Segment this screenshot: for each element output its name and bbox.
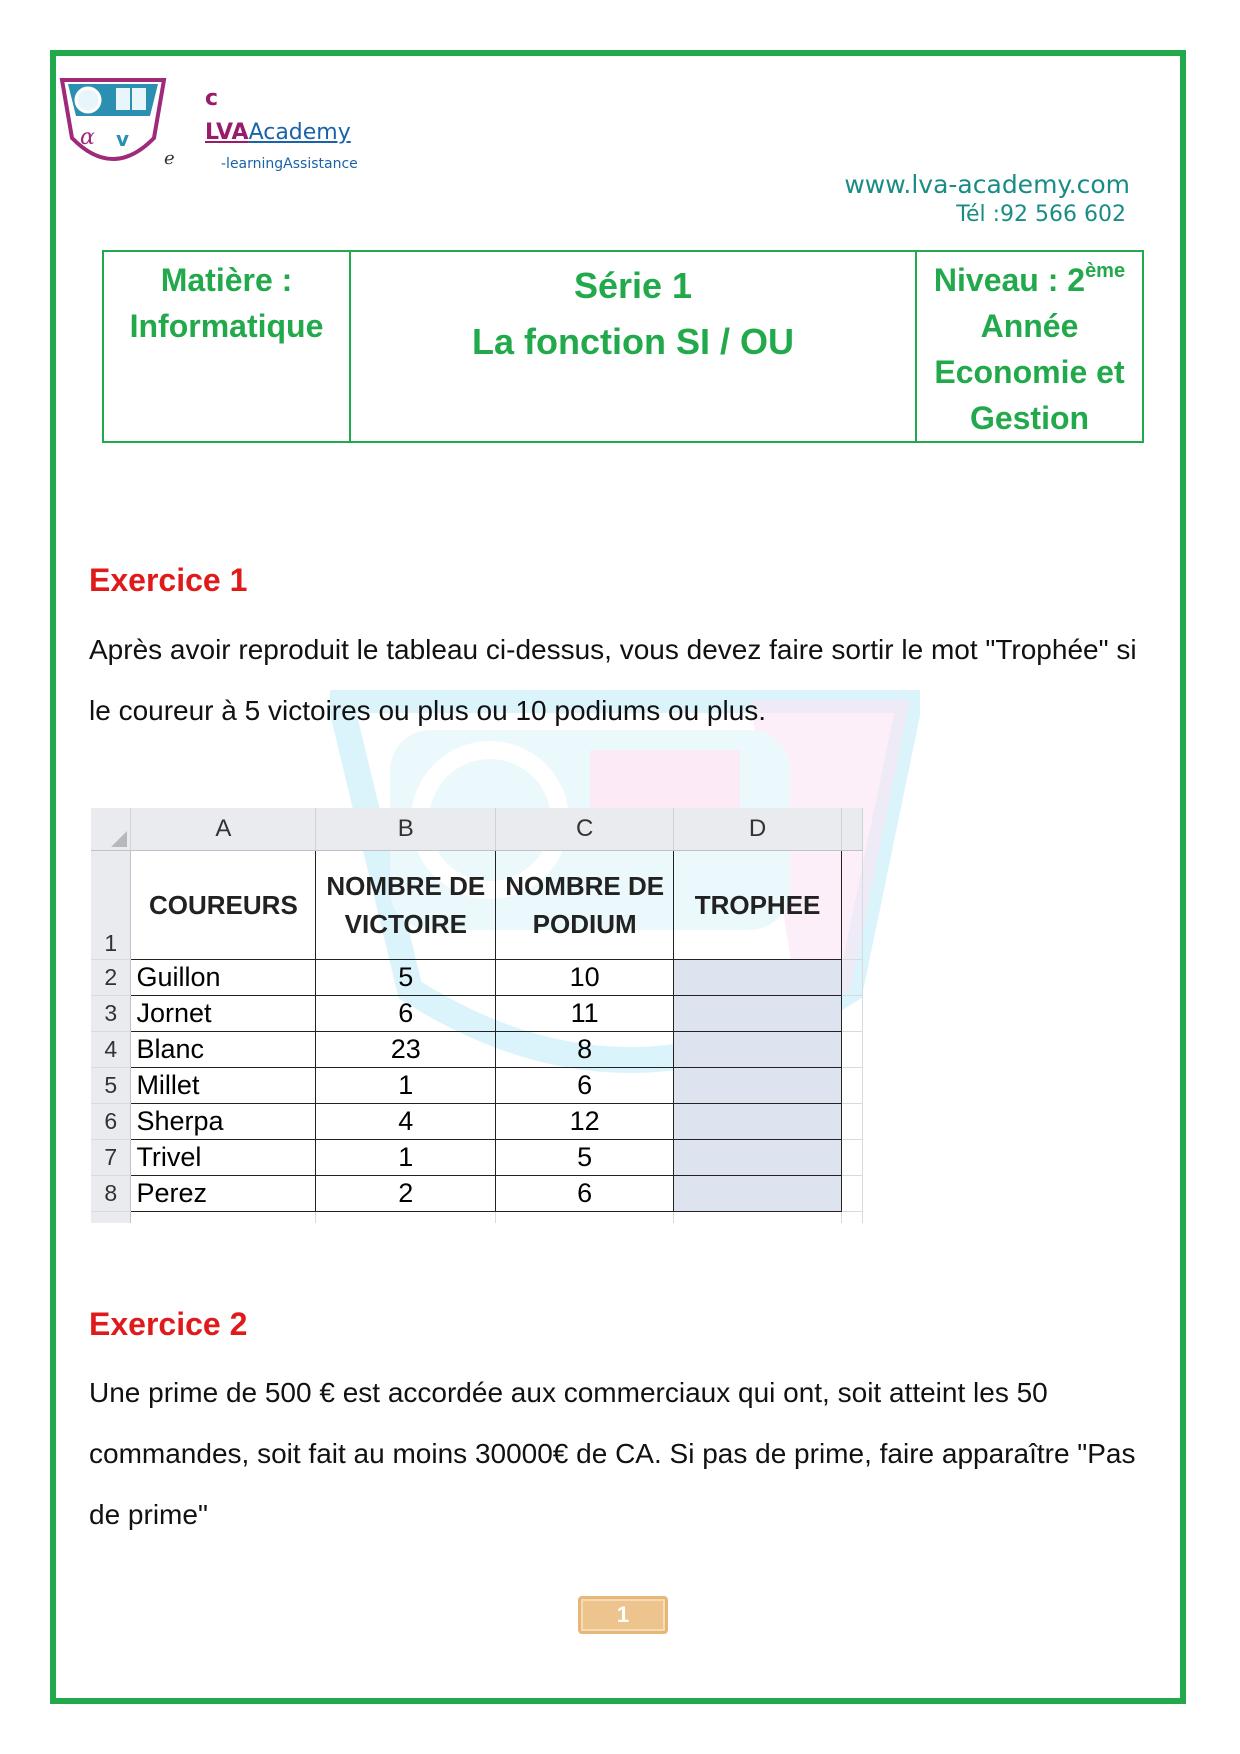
empty-cell bbox=[316, 1212, 496, 1224]
podiums-cell: 12 bbox=[496, 1104, 674, 1140]
series-topic: La fonction SI / OU bbox=[472, 321, 794, 362]
podiums-cell: 10 bbox=[496, 960, 674, 996]
level-line2: Année bbox=[980, 308, 1079, 344]
header-victoire-l2: VICTOIRE bbox=[344, 909, 467, 939]
victories-cell: 1 bbox=[316, 1068, 496, 1104]
podiums-cell: 6 bbox=[496, 1176, 674, 1212]
header-victoire bbox=[316, 851, 496, 960]
victories-cell: 5 bbox=[316, 960, 496, 996]
header-coureurs: COUREURS bbox=[131, 851, 316, 960]
column-header-d: D bbox=[674, 808, 842, 851]
podiums-cell: 5 bbox=[496, 1140, 674, 1176]
header-podium-l1: NOMBRE DE bbox=[505, 871, 665, 901]
table-row bbox=[91, 1032, 863, 1068]
table-header-row bbox=[91, 851, 863, 960]
empty-cell bbox=[842, 1176, 863, 1212]
subject-label: Matière : bbox=[160, 262, 293, 298]
column-header-a: A bbox=[131, 808, 316, 851]
runner-name-cell: Millet bbox=[131, 1068, 316, 1104]
podiums-cell: 8 bbox=[496, 1032, 674, 1068]
spreadsheet-table bbox=[91, 808, 863, 1223]
brand-tagline: -learningAssistance bbox=[221, 156, 358, 172]
empty-cell bbox=[842, 1032, 863, 1068]
level-sup: ème bbox=[1085, 260, 1126, 282]
phone-text: Tél :92 566 602 bbox=[956, 202, 1126, 227]
runner-name-cell: Guillon bbox=[131, 960, 316, 996]
row-number-9 bbox=[91, 1212, 131, 1224]
runner-name-cell: Trivel bbox=[131, 1140, 316, 1176]
brand-lva: LVA bbox=[205, 120, 249, 145]
series-title: Série 1 bbox=[573, 265, 693, 306]
partial-row-9 bbox=[91, 1212, 863, 1224]
row-number-1: 1 bbox=[91, 851, 131, 960]
table-row bbox=[91, 1068, 863, 1104]
runner-name-cell: Sherpa bbox=[131, 1104, 316, 1140]
row-number: 5 bbox=[91, 1068, 131, 1104]
table-row bbox=[91, 1176, 863, 1212]
level-line3: Economie et bbox=[934, 354, 1125, 390]
trophy-cell bbox=[674, 1104, 842, 1140]
victories-cell: 2 bbox=[316, 1176, 496, 1212]
subject-cell bbox=[103, 251, 350, 442]
spreadsheet-body bbox=[91, 960, 863, 1212]
runner-name-cell: Blanc bbox=[131, 1032, 316, 1068]
level-label: Niveau : 2 bbox=[933, 262, 1086, 298]
brand-c: c bbox=[205, 86, 219, 111]
table-row bbox=[91, 1104, 863, 1140]
empty-cell bbox=[842, 996, 863, 1032]
spreadsheet-image bbox=[91, 808, 863, 1223]
exercise-2-title: Exercice 2 bbox=[89, 1306, 248, 1342]
brand-academy: Academy bbox=[248, 120, 351, 145]
table-row bbox=[91, 1140, 863, 1176]
victories-cell: 4 bbox=[316, 1104, 496, 1140]
course-header-table bbox=[102, 250, 1144, 443]
empty-cell bbox=[674, 1212, 842, 1224]
lva-academy-logo bbox=[58, 76, 168, 174]
runner-name-cell: Perez bbox=[131, 1176, 316, 1212]
table-row bbox=[91, 960, 863, 996]
header-victoire-l1: NOMBRE DE bbox=[326, 871, 486, 901]
runner-name-cell: Jornet bbox=[131, 996, 316, 1032]
trophy-cell bbox=[674, 1068, 842, 1104]
brand-name bbox=[205, 120, 351, 145]
column-header-e bbox=[842, 808, 863, 851]
row-number: 7 bbox=[91, 1140, 131, 1176]
podiums-cell: 6 bbox=[496, 1068, 674, 1104]
trophy-cell bbox=[674, 996, 842, 1032]
empty-cell bbox=[842, 960, 863, 996]
page-number-badge: 1 bbox=[578, 1596, 668, 1634]
trophy-cell bbox=[674, 1176, 842, 1212]
column-header-b: B bbox=[316, 808, 496, 851]
select-all-corner bbox=[91, 808, 131, 851]
brand-e: e bbox=[164, 148, 175, 169]
header-podium-l2: PODIUM bbox=[532, 909, 637, 939]
trophy-cell bbox=[674, 1140, 842, 1176]
column-header-row bbox=[91, 808, 863, 851]
website-text: www.lva-academy.com bbox=[844, 170, 1130, 199]
header-trophee: TROPHEE bbox=[674, 851, 842, 960]
exercise-2-text: Une prime de 500 € est accordée aux commerciaux qui ont, soit atteint les 50 commandes, soit fait au moins 30000€ de CA. Si pas de prime, faire apparaître "Pas de prime" bbox=[89, 1377, 1136, 1530]
empty-cell bbox=[842, 1068, 863, 1104]
empty-cell bbox=[842, 1140, 863, 1176]
empty-cell bbox=[131, 1212, 316, 1224]
svg-text:v: v bbox=[116, 127, 130, 151]
exercise-1-title: Exercice 1 bbox=[89, 562, 248, 598]
series-cell bbox=[350, 251, 916, 442]
empty-cell bbox=[842, 851, 863, 960]
trophy-cell bbox=[674, 960, 842, 996]
level-line1 bbox=[917, 257, 1142, 303]
header-podium bbox=[496, 851, 674, 960]
svg-text:α: α bbox=[80, 125, 95, 150]
column-header-c: C bbox=[496, 808, 674, 851]
table-row bbox=[91, 996, 863, 1032]
victories-cell: 6 bbox=[316, 996, 496, 1032]
row-number: 8 bbox=[91, 1176, 131, 1212]
level-cell bbox=[916, 251, 1143, 442]
contact-block bbox=[844, 170, 1130, 230]
victories-cell: 23 bbox=[316, 1032, 496, 1068]
victories-cell: 1 bbox=[316, 1140, 496, 1176]
subject-value: Informatique bbox=[129, 308, 324, 344]
exercise-1-text: Après avoir reproduit le tableau ci-dessus, vous devez faire sortir le mot "Trophée" si le coureur à 5 victoires ou plus ou 10 podiums ou plus. bbox=[89, 634, 1137, 726]
row-number: 2 bbox=[91, 960, 131, 996]
empty-cell bbox=[842, 1104, 863, 1140]
podiums-cell: 11 bbox=[496, 996, 674, 1032]
empty-cell bbox=[842, 1212, 863, 1224]
trophy-cell bbox=[674, 1032, 842, 1068]
row-number: 4 bbox=[91, 1032, 131, 1068]
level-line4: Gestion bbox=[969, 400, 1090, 436]
row-number: 3 bbox=[91, 996, 131, 1032]
row-number: 6 bbox=[91, 1104, 131, 1140]
empty-cell bbox=[496, 1212, 674, 1224]
